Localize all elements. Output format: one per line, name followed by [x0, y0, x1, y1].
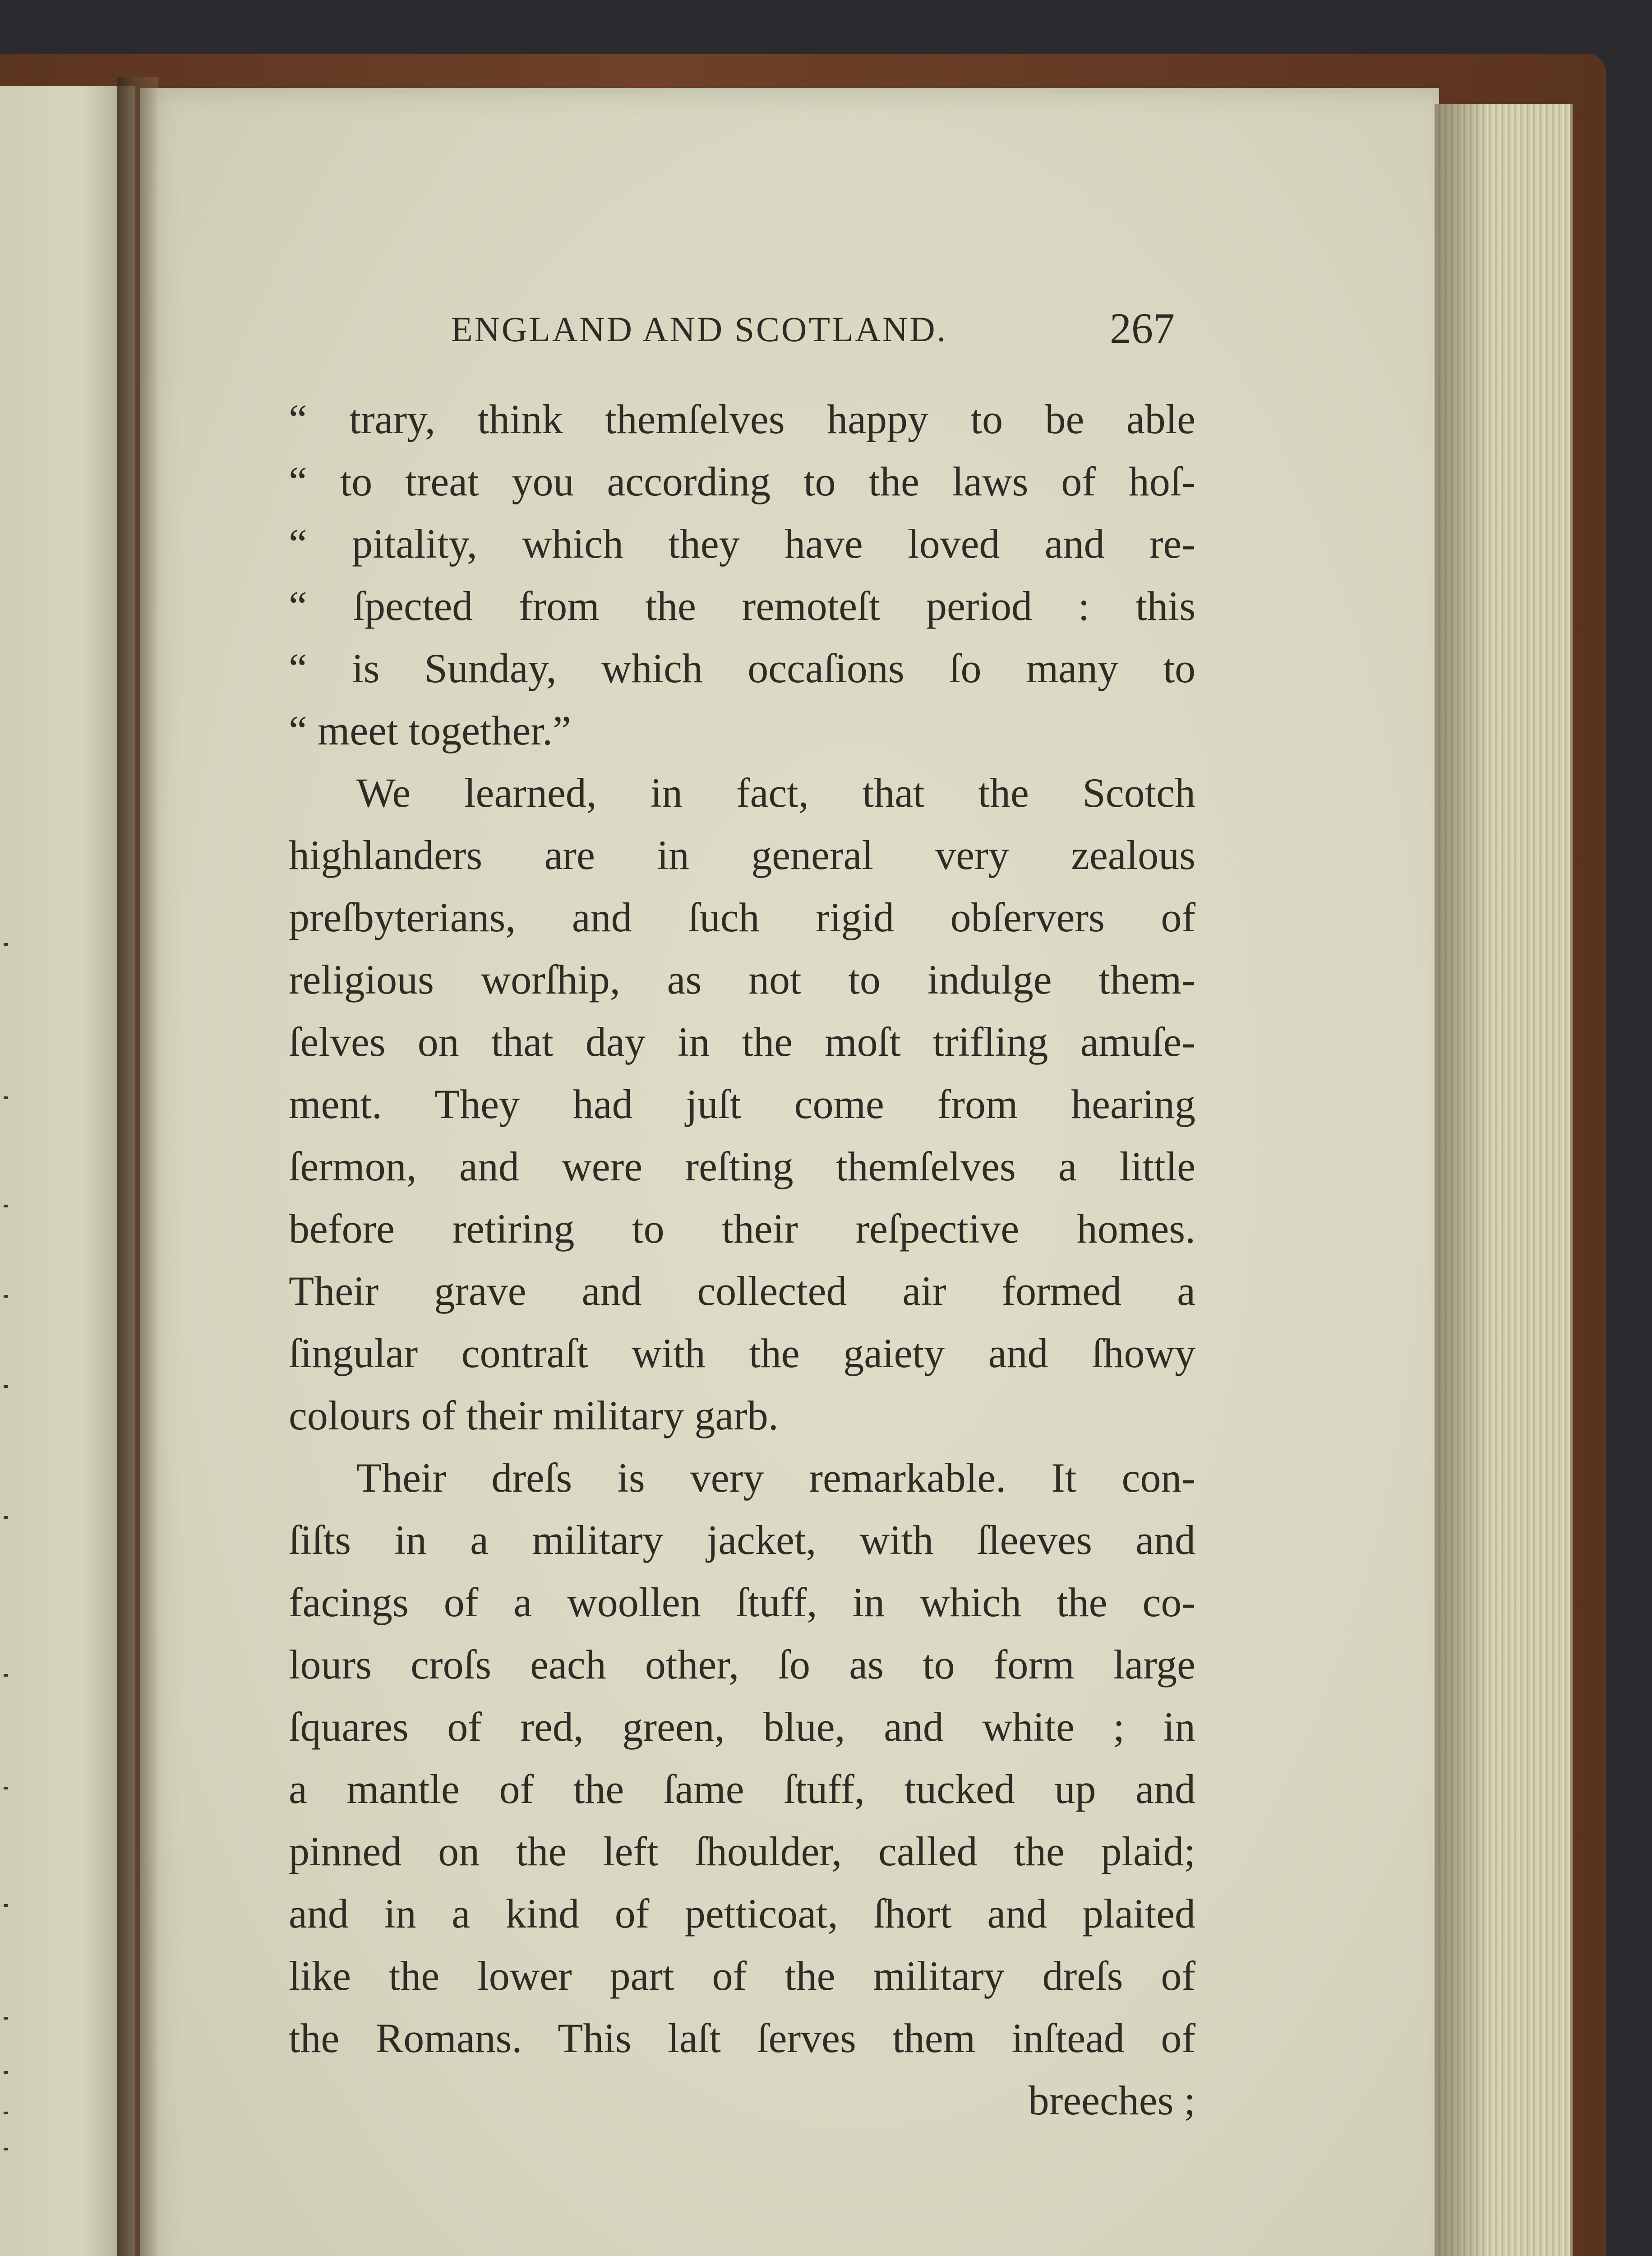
text-line: ment. They had juſt come from hearing: [289, 1081, 1195, 1127]
text-line: “ pitality, which they have loved and re-: [289, 521, 1195, 567]
left-page-text-fragments: [0, 86, 18, 2256]
text-line: ſquares of red, green, blue, and white ; in: [289, 1704, 1195, 1750]
text-line: Their dreſs is very remarkable. It con-: [356, 1455, 1195, 1501]
text-line: Their grave and collected air formed a: [289, 1268, 1195, 1314]
text-line: We learned, in fact, that the Scotch: [356, 770, 1195, 816]
left-page-edge: [0, 86, 135, 2256]
text-line: ſelves on that day in the moſt trifling amuſe-: [289, 1019, 1195, 1065]
text-line: colours of their military garb.: [289, 1392, 779, 1438]
text-line: lours croſs each other, ſo as to form large: [289, 1641, 1195, 1687]
text-line: “ ſpected from the remoteſt period : this: [289, 583, 1195, 629]
text-line: religious worſhip, as not to indulge them-: [289, 957, 1195, 1003]
text-line: a mantle of the ſame ſtuff, tucked up and: [289, 1766, 1195, 1812]
text-line: “ to treat you according to the laws of hoſ-: [289, 458, 1195, 504]
page-block-shade: [1435, 104, 1489, 2256]
text-line: like the lower part of the military dreſs of: [289, 1953, 1195, 1999]
text-line: ſingular contraſt with the gaiety and ſhowy: [289, 1330, 1195, 1376]
body-text: [289, 388, 1195, 2131]
text-line: “ is Sunday, which occaſions ſo many to: [289, 645, 1195, 691]
text-line: pinned on the left ſhoulder, called the plaid;: [289, 1828, 1195, 1874]
running-head: ENGLAND AND SCOTLAND.: [451, 310, 948, 349]
text-line: ſermon, and were reſting themſelves a little: [289, 1143, 1195, 1189]
text-line: preſbyterians, and ſuch rigid obſervers of: [289, 894, 1195, 940]
text-line: the Romans. This laſt ſerves them inſtead of: [289, 2015, 1195, 2061]
text-line: “ meet together.”: [289, 707, 571, 754]
text-line: and in a kind of petticoat, ſhort and plaited: [289, 1891, 1195, 1937]
page-number: 267: [1110, 304, 1175, 352]
text-line: before retiring to their reſpective homes.: [289, 1206, 1195, 1252]
text-line: highlanders are in general very zealous: [289, 832, 1195, 878]
catchword: breeches ;: [1028, 2077, 1195, 2123]
text-line: facings of a woollen ſtuff, in which the co-: [289, 1579, 1195, 1625]
gutter-shadow: [117, 77, 158, 2256]
text-line: ſiſts in a military jacket, with ſleeves and: [289, 1517, 1195, 1563]
text-line: “ trary, think themſelves happy to be able: [289, 396, 1195, 442]
